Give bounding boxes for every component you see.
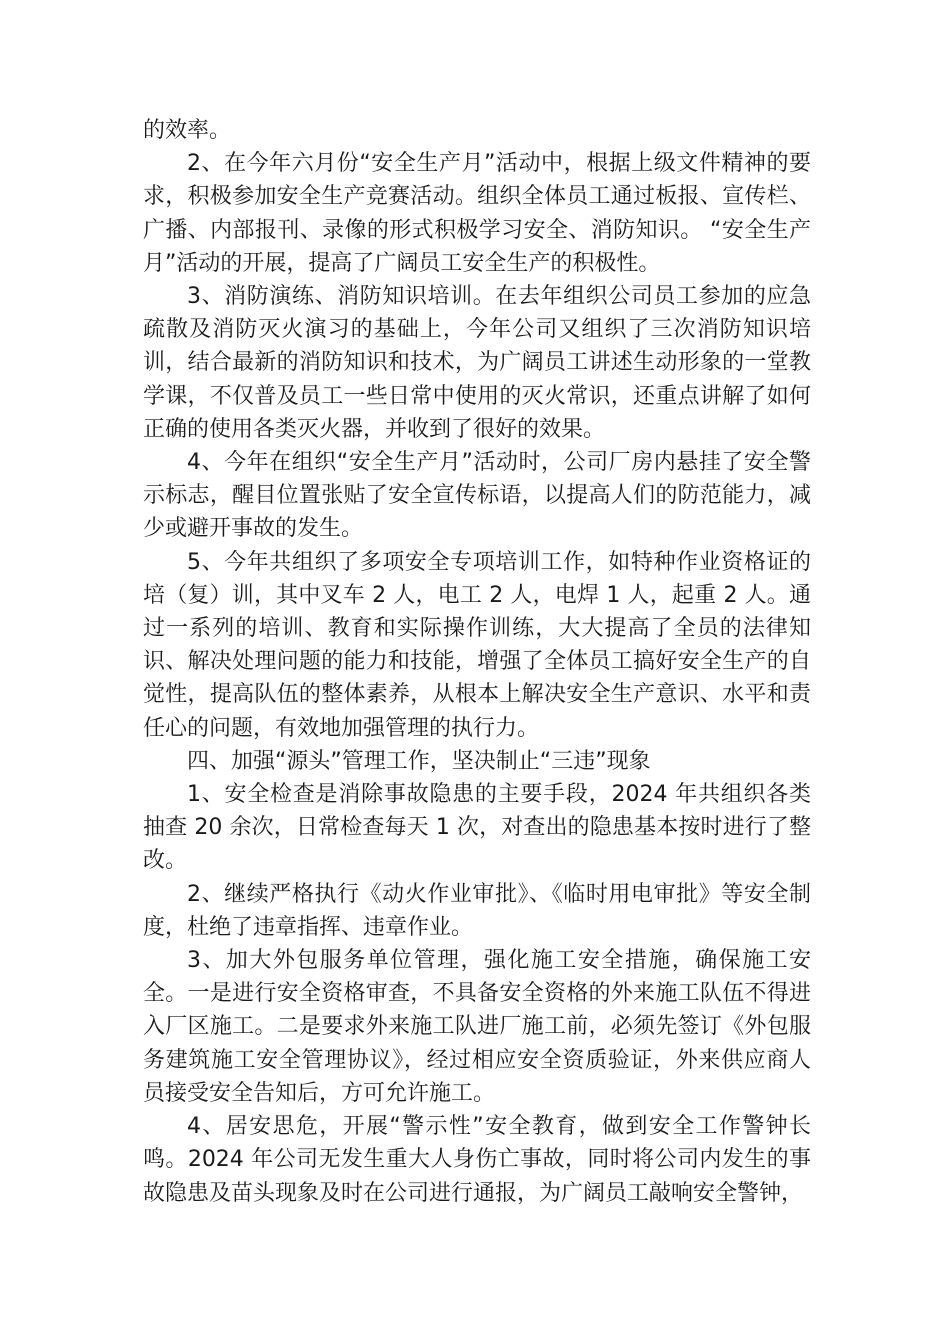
section-heading: 四、加强“源头”管理工作，坚决制止“三违”现象	[187, 748, 651, 774]
paragraph-section4-item-1: 1、安全检查是消除事故隐患的主要手段，2024 年共组织各类抽查 20 余次，日常检查每天 1 次，对查出的隐患基本按时进行了整改。	[143, 782, 811, 874]
paragraph-item-5: 5、今年共组织了多项安全专项培训工作，如特种作业资格证的培（复）训，其中叉车 2 人，电工 2 人，电焊 1 人，起重 2 人。通过一系列的培训、教育和实际操作训练，大大提高了全员的法律知识、解决处理问题的能力和技能，增强了全体员工搞好安全生产的自觉性，提高队伍的整体素养，从根本上解决安全生产意识、水平和责任心的问题，有效地加强管理的执行力。	[143, 549, 811, 741]
document-body	[143, 114, 811, 1210]
paragraph-item-3: 3、消防演练、消防知识培训。在去年组织公司员工参加的应急疏散及消防灭火演习的基础上，今年公司又组织了三次消防知识培训，结合最新的消防知识和技术，为广阔员工讲述生动形象的一堂教学课，不仅普及员工一些日常中使用的灭火常识，还重点讲解了如何正确的使用各类灭火器，并收到了很好的效果。	[143, 284, 811, 442]
paragraph-item-2: 2、在今年六月份“安全生产月”活动中，根据上级文件精神的要求，积极参加安全生产竞赛活动。组织全体员工通过板报、宣传栏、广播、内部报刊、录像的形式积极学习安全、消防知识。 “安全生产月”活动的开展，提高了广阔员工安全生产的积极性。	[143, 151, 811, 276]
paragraph-continuation: 的效率。	[143, 118, 232, 143]
paragraph-section4-item-2: 2、继续严格执行《动火作业审批》、《临时用电审批》等安全制度，杜绝了违章指挥、违章作业。	[143, 881, 811, 940]
paragraph-section4-item-4: 4、居安思危，开展“警示性”安全教育，做到安全工作警钟长鸣。2024 年公司无发生重大人身伤亡事故，同时将公司内发生的事故隐患及苗头现象及时在公司进行通报，为广阔员工敲响安全警钟，	[143, 1114, 811, 1206]
paragraph-section4-item-3: 3、加大外包服务单位管理，强化施工安全措施，确保施工安全。一是进行安全资格审查，不具备安全资格的外来施工队伍不得进入厂区施工。二是要求外来施工队进厂施工前，必须先签订《外包服务建筑施工安全管理协议》，经过相应安全资质验证，外来供应商人员接受安全告知后，方可允许施工。	[143, 948, 811, 1106]
paragraph-item-4: 4、今年在组织“安全生产月”活动时，公司厂房内悬挂了安全警示标志，醒目位置张贴了安全宣传标语，以提高人们的防范能力，减少或避开事故的发生。	[143, 450, 811, 542]
